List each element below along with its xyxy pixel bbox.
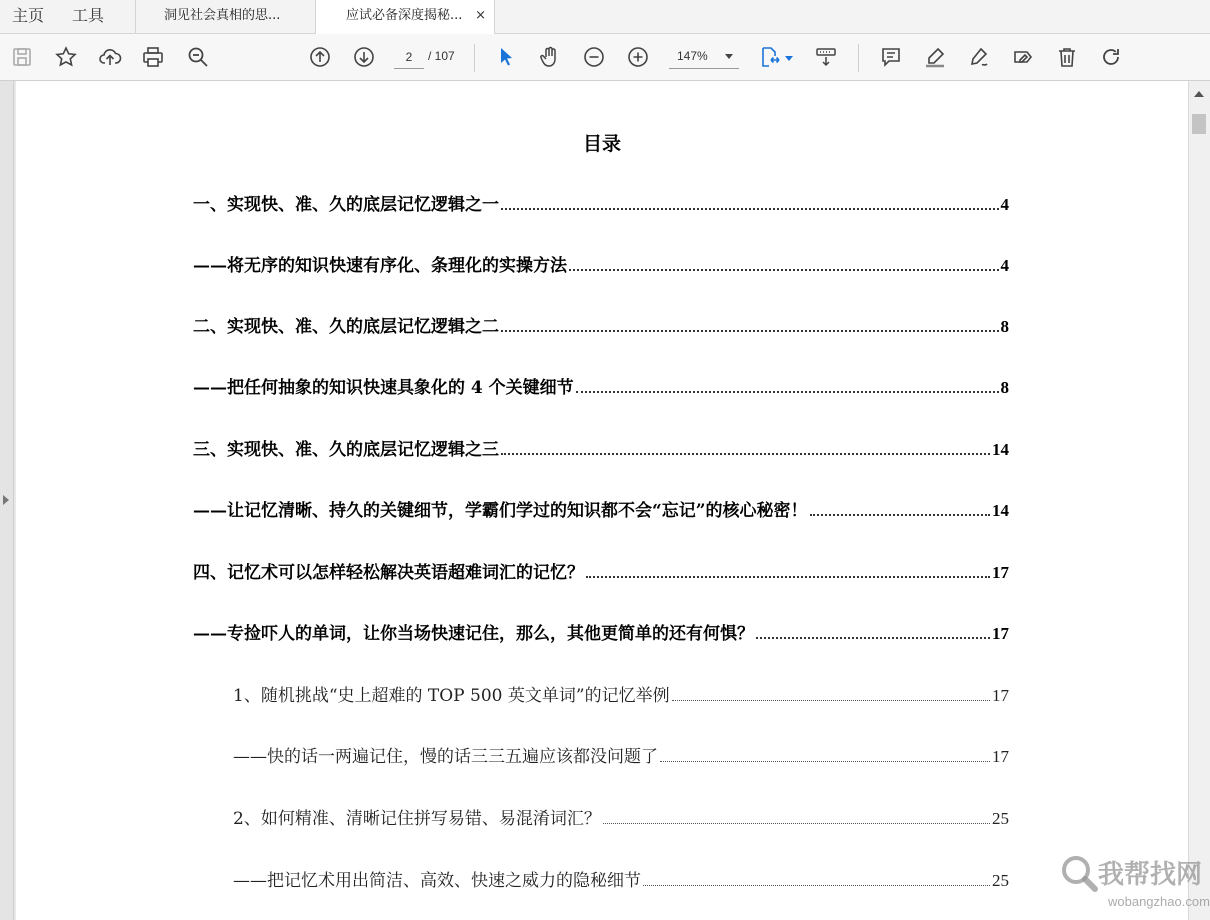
highlight-icon[interactable] [922,44,948,70]
toc-page-number: 17 [992,563,1009,582]
toc-entry[interactable] [233,804,1009,830]
zoom-out-icon[interactable] [581,44,607,70]
toc-entry-text: ——快的话一两遍记住，慢的话三三五遍应该都没问题了 [233,747,658,767]
toc-leader [810,514,990,516]
zoom-search-icon[interactable] [185,44,211,70]
toc-entry[interactable] [233,866,1009,892]
tab-bar [0,0,1210,34]
tab-document-2[interactable] [315,0,495,35]
toc-entry-text: 一、实现快、准、久的底层记忆逻辑之一 [193,195,499,215]
toc-page-number: 4 [1000,195,1009,214]
scroll-up-icon[interactable] [1194,91,1204,97]
toc-entry[interactable] [233,681,1009,707]
draw-pen-icon[interactable] [966,44,992,70]
toc-entry[interactable] [193,619,1009,645]
bookmark-star-icon[interactable] [53,44,79,70]
toc-leader [586,576,990,578]
toc-entry[interactable] [193,312,1009,338]
toc-leader [660,761,990,762]
toc-leader [501,453,990,455]
toc-entry-text: 三、实现快、准、久的底层记忆逻辑之三 [193,440,499,460]
zoom-value: 147% [677,49,708,63]
chevron-down-icon [725,54,733,59]
menu-home[interactable]: 主页 [12,6,45,25]
toc-page-number: 14 [992,440,1009,459]
toc-entry[interactable] [193,435,1009,461]
hand-tool-icon[interactable] [537,44,563,70]
previous-page-icon[interactable] [307,44,333,70]
comment-icon[interactable] [878,44,904,70]
toc-entry[interactable] [233,742,1009,768]
toolbar-divider [474,44,475,72]
trash-icon[interactable] [1054,44,1080,70]
toc-page-number: 14 [992,501,1009,520]
toc-entry-text: ——将无序的知识快速有序化、条理化的实操方法 [193,256,567,276]
save-icon[interactable] [9,44,35,70]
toolbar-divider [858,44,859,72]
page-title: 目录 [582,133,621,155]
expand-panel-icon[interactable] [3,495,9,505]
toc-entry[interactable] [193,558,1009,584]
toc-entry-text: ——把任何抽象的知识快速具象化的 4 个关键细节 [193,378,574,398]
toc-leader [576,391,999,393]
magnifier-logo-icon [1058,852,1100,894]
print-icon[interactable] [140,44,166,70]
toc-page-number: 17 [992,747,1009,766]
toc-entry[interactable] [193,373,1009,399]
close-icon[interactable]: × [475,8,486,23]
fill-sign-icon[interactable] [1010,44,1036,70]
menu-tools[interactable]: 工具 [72,6,105,25]
toc-leader [501,330,999,332]
toc-entry-text: ——让记忆清晰、持久的关键细节，学霸们学过的知识都不会“忘记”的核心秘密！ [193,501,808,521]
next-page-icon[interactable] [351,44,377,70]
page-total: / 107 [428,49,455,63]
zoom-select[interactable] [669,45,739,69]
toc-leader [603,823,990,824]
select-cursor-icon[interactable] [493,44,519,70]
toc-entry-text: 2、如何精准、清晰记住拼写易错、易混淆词汇？ [233,809,601,829]
toc-page-number: 8 [1000,378,1009,397]
zoom-in-icon[interactable] [625,44,651,70]
toc-entry-text: 四、记忆术可以怎样轻松解决英语超难词汇的记忆？ [193,563,584,583]
toc-page-number: 25 [992,809,1009,828]
watermark [1052,848,1210,920]
left-panel-rail[interactable] [0,81,14,920]
toc-page-number: 17 [992,686,1009,705]
document-page [16,81,1188,920]
toc-page-number: 17 [992,624,1009,643]
toc-leader [643,885,990,886]
toc-entry[interactable] [193,251,1009,277]
toc-page-number: 25 [992,871,1009,890]
toc-leader [756,637,990,639]
vertical-scrollbar[interactable] [1188,81,1210,920]
watermark-url: wobangzhao.com [1108,894,1210,909]
toc-entry-text: 二、实现快、准、久的底层记忆逻辑之二 [193,317,499,337]
toc-entry[interactable] [193,496,1009,522]
toc-leader [569,269,999,271]
tab-document-1[interactable] [135,0,315,34]
scrollbar-thumb[interactable] [1192,114,1206,134]
rotate-icon[interactable] [1098,44,1124,70]
toc-page-number: 8 [1000,317,1009,336]
toc-entry-text: 1、随机挑战“史上超难的 TOP 500 英文单词”的记忆举例 [233,686,670,706]
cloud-upload-icon[interactable] [97,44,123,70]
toc-entry[interactable] [193,190,1009,216]
toc-entry-text: ——专捡吓人的单词，让你当场快速记住，那么，其他更简单的还有何惧？ [193,624,754,644]
toc-leader [672,700,990,701]
toc-entry-text: ——把记忆术用出简洁、高效、快速之威力的隐秘细节 [233,871,641,891]
toolbar [0,34,1210,81]
toc-leader [501,208,999,210]
page-number-input[interactable] [394,45,424,69]
tab-label: 洞见社会真相的思... [164,8,281,23]
fit-page-icon[interactable] [757,44,783,70]
tab-label: 应试必备深度揭秘... [346,8,463,23]
toc-page-number: 4 [1000,256,1009,275]
chevron-down-icon[interactable] [785,56,793,61]
watermark-brand: 我帮找网 [1098,860,1203,890]
scroll-mode-icon[interactable] [813,44,839,70]
